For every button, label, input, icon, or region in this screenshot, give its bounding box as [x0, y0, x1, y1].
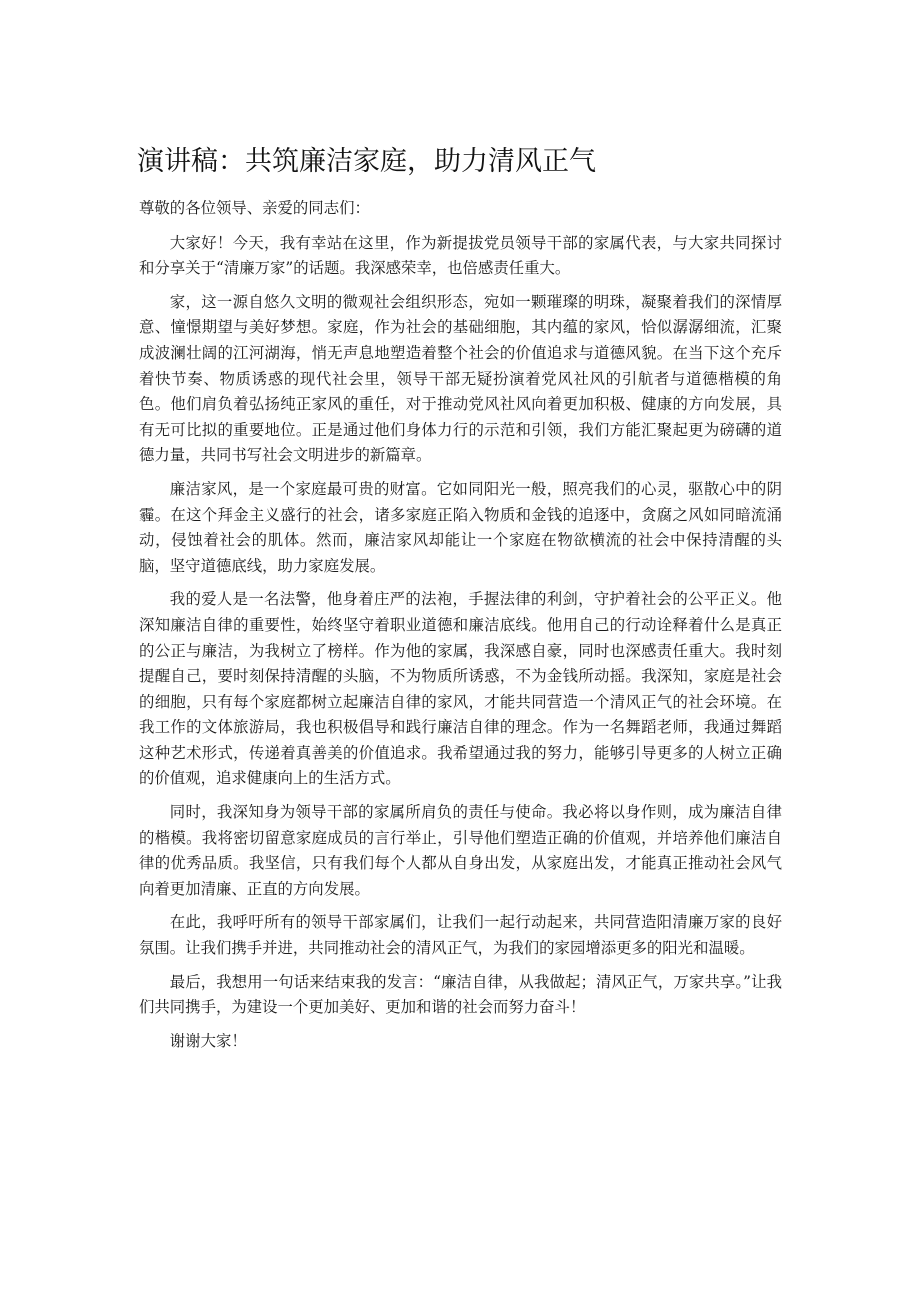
page-title: 演讲稿：共筑廉洁家庭，助力清风正气	[137, 146, 596, 177]
paragraph-responsibility: 同时，我深知身为领导干部的家属所肩负的责任与使命。我必将以身作则，成为廉洁自律的楷模。我将密切留意家庭成员的言行举止，引导他们塑造正确的价值观，并培养他们廉洁自律的优秀品质。我坚信，只有我们每个人都从自身出发，从家庭出发，才能真正推动社会风气向着更加清廉、正直的方向发展。	[139, 803, 782, 898]
paragraph-greeting: 大家好！今天，我有幸站在这里，作为新提拔党员领导干部的家属代表，与大家共同探讨和分享关于“清廉万家”的话题。我深感荣幸，也倍感责任重大。	[139, 233, 782, 278]
paragraph-integrity-tradition: 廉洁家风，是一个家庭最可贵的财富。它如同阳光一般，照亮我们的心灵，驱散心中的阴霾。在这个拜金主义盛行的社会，诸多家庭正陷入物质和金钱的追逐中，贪腐之风如同暗流涌动，侵蚀着社会的肌体。然而，廉洁家风却能让一个家庭在物欲横流的社会中保持清醒的头脑，坚守道德底线，助力家庭发展。	[139, 479, 782, 575]
speech-body	[139, 196, 782, 1062]
paragraph-appeal: 在此，我呼吁所有的领导干部家属们，让我们一起行动起来，共同营造阳清廉万家的良好氛围。让我们携手并进，共同推动社会的清风正气，为我们的家园增添更多的阳光和温暖。	[139, 913, 782, 958]
paragraph-spouse: 我的爱人是一名法警，他身着庄严的法袍，手握法律的利剑，守护着社会的公平正义。他深知廉洁自律的重要性，始终坚守着职业道德和廉洁底线。他用自己的行动诠释着什么是真正的公正与廉洁，为我树立了榜样。作为他的家属，我深感自豪，同时也深感责任重大。我时刻提醒自己，要时刻保持清醒的头脑，不为物质所诱惑，不为金钱所动摇。我深知，家庭是社会的细胞，只有每个家庭都树立起廉洁自律的家风，才能共同营造一个清风正气的社会环境。在我工作的文体旅游局，我也积极倡导和践行廉洁自律的理念。作为一名舞蹈老师，我通过舞蹈这种艺术形式，传递着真善美的价值追求。我希望通过我的努力，能够引导更多的人树立正确的价值观，追求健康向上的生活方式。	[139, 590, 782, 788]
salutation: 尊敬的各位领导、亲爱的同志们：	[139, 199, 370, 217]
paragraph-closing: 最后，我想用一句话来结束我的发言：“廉洁自律，从我做起；清风正气，万家共享。”让我们共同携手，为建设一个更加美好、更加和谐的社会而努力奋斗！	[139, 972, 782, 1017]
paragraph-thanks: 谢谢大家！	[169, 1031, 247, 1050]
paragraph-family: 家，这一源自悠久文明的微观社会组织形态，宛如一颗璀璨的明珠，凝聚着我们的深情厚意、憧憬期望与美好梦想。家庭，作为社会的基础细胞，其内蕴的家风，恰似潺潺细流，汇聚成波澜壮阔的江河湖海，悄无声息地塑造着整个社会的价值追求与道德风貌。在当下这个充斥着快节奏、物质诱惑的现代社会里，领导干部无疑扮演着党风社风的引航者与道德楷模的角色。他们肩负着弘扬纯正家风的重任，对于推动党风社风向着更加积极、健康的方向发展，具有无可比拟的重要地位。正是通过他们身体力行的示范和引领，我们方能汇聚起更为磅礴的道德力量，共同书写社会文明进步的新篇章。	[139, 292, 782, 465]
